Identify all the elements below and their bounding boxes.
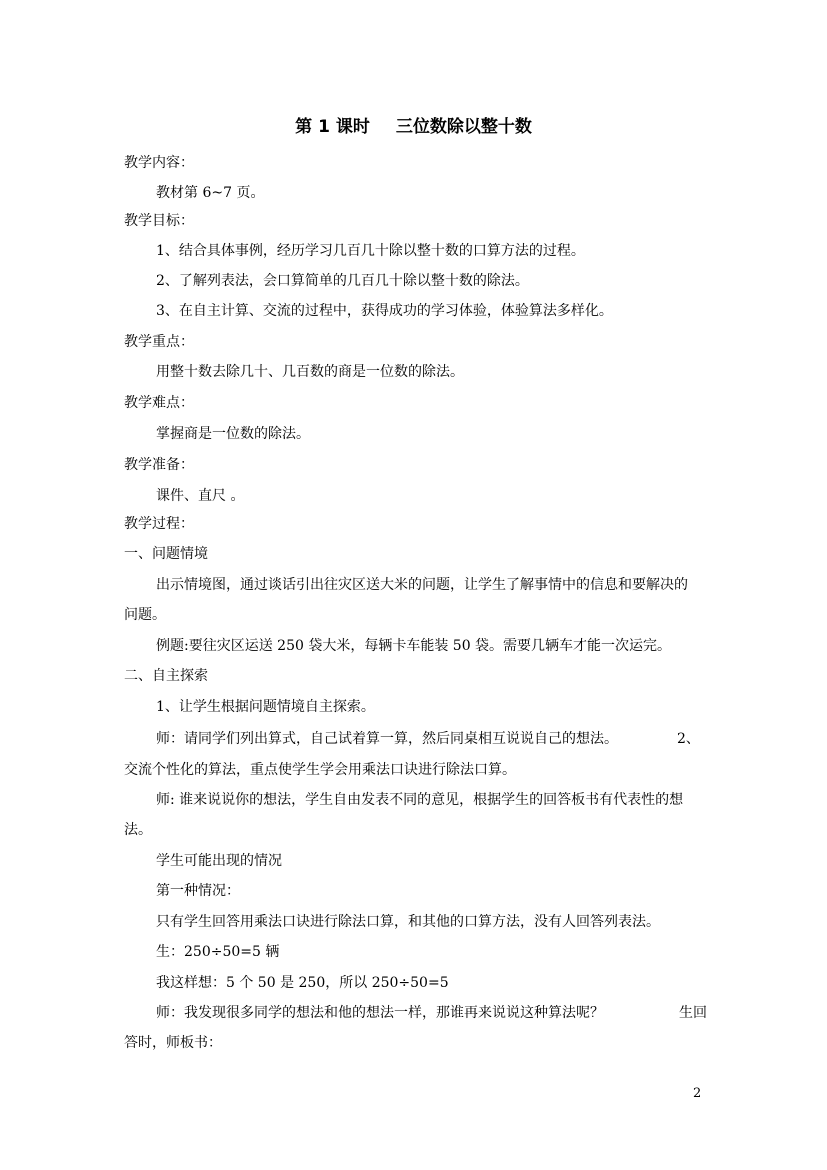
text-line: 生：250÷50=5 辆	[156, 944, 280, 960]
text-line: 出示情境图，通过谈话引出往灾区送大米的问题，让学生了解事情中的信息和要解决的	[156, 577, 688, 593]
text-line: 课件、直尺 。	[156, 488, 245, 504]
text-line: 掌握商是一位数的除法。	[156, 426, 310, 442]
text-line: 学生可能出现的情况	[156, 853, 282, 869]
section-heading: 一、问题情境	[124, 546, 208, 562]
text-line: 交流个性化的算法，重点使学生学会用乘法口诀进行除法口算。	[124, 762, 516, 778]
heading-content: 教学内容：	[124, 155, 194, 171]
text-line: 例题:要往灾区运送 250 袋大米，每辆卡车能装 50 袋。需要几辆车才能一次运完。	[156, 638, 672, 654]
page-title	[0, 112, 827, 137]
heading-key-points: 教学重点：	[124, 334, 194, 350]
page-number: 2	[693, 1086, 702, 1101]
heading-difficulties: 教学难点：	[124, 395, 194, 411]
text-line-tail: 生回	[679, 1005, 707, 1021]
heading-objectives: 教学目标：	[124, 213, 194, 229]
title-lesson: 第 1 课时	[295, 117, 370, 137]
text-line: 师：请同学们列出算式，自己试着算一算，然后同桌相互说说自己的想法。	[156, 731, 618, 747]
text-line: 3、在自主计算、交流的过程中，获得成功的学习体验，体验算法多样化。	[156, 303, 613, 319]
text-line: 师: 谁来说说你的想法，学生自由发表不同的意见，根据学生的回答板书有代表性的想	[156, 792, 684, 808]
text-line: 2、了解列表法，会口算简单的几百几十除以整十数的除法。	[156, 273, 529, 289]
text-line: 1、让学生根据问题情境自主探索。	[156, 699, 375, 715]
heading-process: 教学过程：	[124, 516, 194, 532]
text-line: 第一种情况：	[156, 883, 240, 899]
heading-preparation: 教学准备：	[124, 457, 194, 473]
section-heading: 二、自主探索	[124, 668, 208, 684]
text-line: 只有学生回答用乘法口诀进行除法口算，和其他的口算方法，没有人回答列表法。	[156, 914, 660, 930]
title-topic: 三位数除以整十数	[395, 117, 532, 137]
text-line: 师：我发现很多同学的想法和他的想法一样，那谁再来说说这种算法呢？	[156, 1005, 604, 1021]
text-line: 我这样想：5 个 50 是 250，所以 250÷50=5	[156, 975, 449, 991]
text-line: 法。	[124, 822, 152, 838]
text-line: 答时，师板书：	[124, 1035, 222, 1051]
text-line: 1、结合具体事例，经历学习几百几十除以整十数的口算方法的过程。	[156, 243, 585, 259]
text-line: 教材第 6~7 页。	[156, 185, 265, 201]
text-line-tail: 2、	[677, 731, 700, 747]
text-line: 问题。	[124, 607, 166, 623]
text-line: 用整十数去除几十、几百数的商是一位数的除法。	[156, 364, 464, 380]
